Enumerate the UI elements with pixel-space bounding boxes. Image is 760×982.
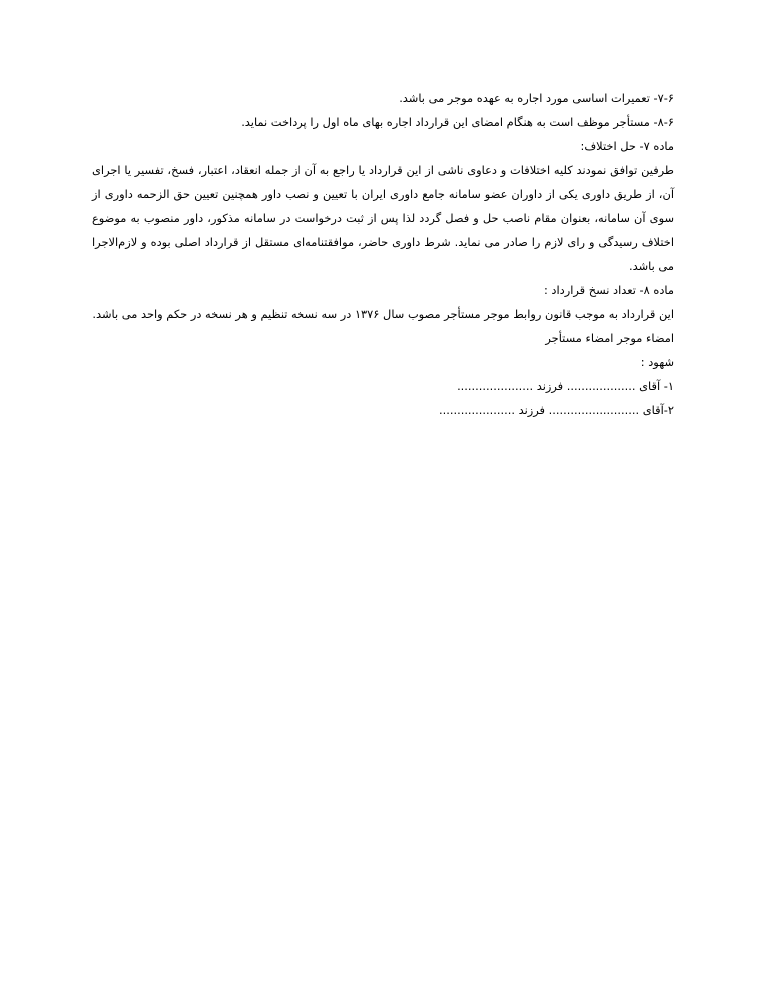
signatures-line: امضاء موجر امضاء مستأجر	[545, 331, 674, 345]
document-body	[92, 86, 674, 422]
witness-1: ۱- آقای ................... فرزند .....................	[457, 379, 674, 393]
witness-2: ۲-آقای ......................... فرزند .....................	[438, 403, 674, 417]
clause-6-8: ۸-۶- مستأجر موظف است به هنگام امضای این قرارداد اجاره بهای ماه اول را پرداخت نماید.	[241, 115, 674, 129]
article-8-text: این قرارداد به موجب قانون روابط موجر مستأجر مصوب سال ۱۳۷۶ در سه نسخه تنظیم و هر نسخه در حکم واحد می باشد.	[92, 307, 674, 321]
clause-6-7: ۷-۶- تعمیرات اساسی مورد اجاره به عهده موجر می باشد.	[399, 91, 674, 105]
witnesses-title: شهود :	[640, 355, 674, 369]
article-7-title: ماده ۷- حل اختلاف:	[580, 139, 674, 153]
article-8-title: ماده ۸- تعداد نسخ قرارداد :	[543, 283, 674, 297]
arbitration-paragraph: طرفین توافق نمودند کلیه اختلافات و دعاوی ناشی از این قرارداد یا راجع به آن از جمله انعقاد، اعتبار، فسخ، تفسیر یا اجرای آن، از طریق داوری یکی از داوران عضو سامانه جامع داوری ایران با تعیین و نصب داور همچنین تعیین حق الزحمه داوری از سوی آن سامانه، بعنوان مقام ناصب حل و فصل گردد لذا پس از ثبت درخواست در سامانه مذکور، داور منصوب به موضوع اختلاف رسیدگی و رای لازم را صادر می نماید. شرط داوری حاضر، موافقتنامه‌ای مستقل از قرارداد اصلی بوده و لازم‌الاجرا می باشد.	[92, 163, 674, 273]
